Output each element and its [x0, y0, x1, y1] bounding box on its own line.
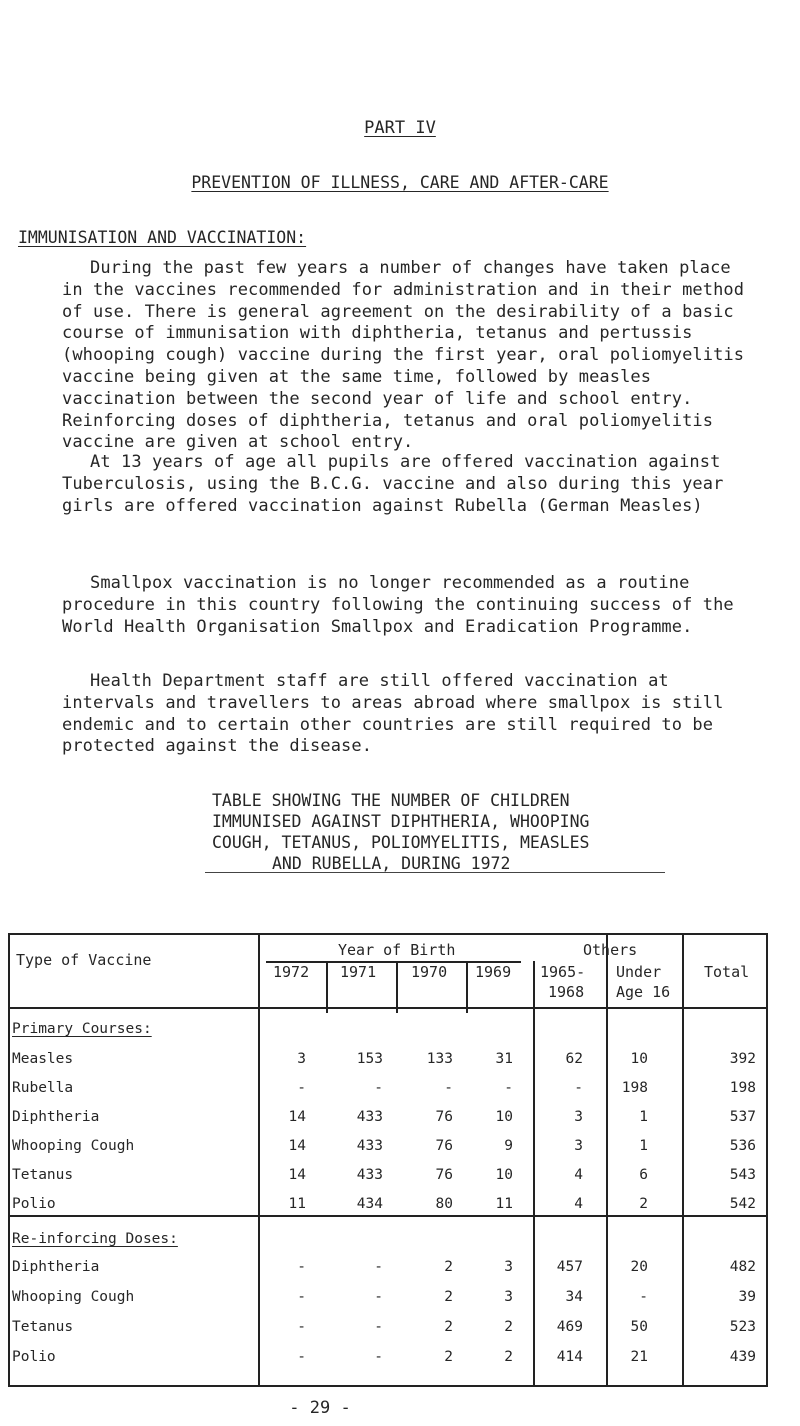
paragraph-3: Smallpox vaccination is no longer recommended as a routine procedure in this country following the continuing success of the World Health Organisation Smallpox and Eradication Programme.	[62, 573, 734, 637]
page-title: PREVENTION OF ILLNESS, CARE AND AFTER-CARE	[191, 173, 609, 192]
row-label: Tetanus	[12, 1167, 74, 1183]
row-label: Polio	[12, 1196, 56, 1212]
table-cell-c1972: 14	[288, 1109, 306, 1125]
paragraph-4: Health Department staff are still offered vaccination at intervals and travellers to areas abroad where smallpox is still endemic and to certain other countries are still required to be protected against the disease.	[62, 671, 724, 757]
table-cell-under16: 6	[639, 1167, 648, 1183]
page-number: - 29 -	[289, 1398, 351, 1418]
row-label: Measles	[12, 1051, 74, 1067]
table-cell-c1965: 4	[574, 1167, 583, 1183]
table-cell-c1969: 31	[495, 1051, 513, 1067]
table-cell-c1969: 9	[504, 1138, 513, 1154]
table-cell-c1965: -	[574, 1080, 583, 1096]
table-border-bottom	[8, 1385, 768, 1387]
table-cell-c1972: -	[297, 1319, 306, 1335]
table-cell-c1972: 3	[297, 1051, 306, 1067]
table-cell-c1970: 2	[444, 1259, 453, 1275]
table-cell-c1972: 14	[288, 1167, 306, 1183]
col-sep	[682, 933, 684, 1386]
table-cell-c1969: 10	[495, 1109, 513, 1125]
table-border-right	[766, 933, 768, 1386]
table-cell-under16: 50	[630, 1319, 648, 1335]
table-cell-c1971: -	[374, 1259, 383, 1275]
table-cell-c1965: 414	[556, 1349, 583, 1365]
paragraph-2: At 13 years of age all pupils are offered vaccination against Tuberculosis, using the B.C.G. vaccine and also during this year girls are offered vaccination against Rubella (German Measles)	[62, 452, 724, 516]
table-cell-c1972: -	[297, 1349, 306, 1365]
table-cell-c1970: 76	[435, 1109, 453, 1125]
header-1972: 1972	[273, 963, 310, 981]
col-sep	[326, 961, 328, 1013]
caption-rule	[205, 872, 665, 873]
table-cell-total: 198	[729, 1080, 756, 1096]
table-cell-under16: 1	[639, 1109, 648, 1125]
table-cell-c1965: 3	[574, 1138, 583, 1154]
table-cell-under16: 1	[639, 1138, 648, 1154]
row-label: Whooping Cough	[12, 1289, 135, 1305]
table-cell-c1965: 4	[574, 1196, 583, 1212]
header-total: Total	[704, 963, 750, 981]
row-label: Tetanus	[12, 1319, 74, 1335]
table-cell-under16: 20	[630, 1259, 648, 1275]
table-caption-line: AND RUBELLA, DURING 1972	[272, 854, 511, 873]
table-cell-c1969: 2	[504, 1349, 513, 1365]
header-1969: 1969	[475, 963, 512, 981]
table-cell-total: 537	[729, 1109, 756, 1125]
table-cell-total: 543	[729, 1167, 756, 1183]
header-rule	[8, 1007, 768, 1009]
part-heading: PART IV	[364, 118, 436, 138]
header-1970: 1970	[411, 963, 448, 981]
table-cell-c1965: 3	[574, 1109, 583, 1125]
header-under-age-16: Age 16	[616, 983, 671, 1001]
table-cell-c1972: -	[297, 1080, 306, 1096]
section-heading: IMMUNISATION AND VACCINATION:	[18, 228, 307, 247]
table-cell-total: 536	[729, 1138, 756, 1154]
table-cell-c1969: 3	[504, 1259, 513, 1275]
primary-courses-label: Primary Courses:	[12, 1021, 152, 1037]
table-cell-c1970: 76	[435, 1167, 453, 1183]
table-cell-total: 542	[729, 1196, 756, 1212]
header-year-of-birth: Year of Birth	[338, 941, 456, 959]
table-cell-c1969: 2	[504, 1319, 513, 1335]
table-cell-c1970: 133	[426, 1051, 453, 1067]
table-cell-total: 482	[729, 1259, 756, 1275]
col-sep	[396, 961, 398, 1013]
table-cell-c1965: 62	[565, 1051, 583, 1067]
table-cell-c1970: 2	[444, 1349, 453, 1365]
header-type: Type of Vaccine	[16, 951, 152, 969]
table-cell-total: 392	[729, 1051, 756, 1067]
row-label: Rubella	[12, 1080, 74, 1096]
row-label: Diphtheria	[12, 1259, 100, 1275]
table-cell-under16: 21	[630, 1349, 648, 1365]
table-border-top	[8, 933, 768, 935]
reinforcing-doses-label: Re-inforcing Doses:	[12, 1231, 178, 1247]
table-cell-c1971: 433	[356, 1138, 383, 1154]
table-caption-line: TABLE SHOWING THE NUMBER OF CHILDREN	[212, 791, 570, 810]
table-cell-c1971: -	[374, 1349, 383, 1365]
table-cell-c1970: -	[444, 1080, 453, 1096]
table-caption-line: COUGH, TETANUS, POLIOMYELITIS, MEASLES	[212, 833, 590, 852]
table-cell-c1971: 433	[356, 1167, 383, 1183]
table-cell-c1972: -	[297, 1259, 306, 1275]
table-cell-c1969: 11	[495, 1196, 513, 1212]
immunisation-table	[8, 933, 768, 1386]
table-cell-under16: 198	[621, 1080, 648, 1096]
table-cell-under16: -	[639, 1289, 648, 1305]
table-cell-under16: 10	[630, 1051, 648, 1067]
table-cell-c1971: -	[374, 1289, 383, 1305]
table-cell-total: 523	[729, 1319, 756, 1335]
table-cell-c1970: 76	[435, 1138, 453, 1154]
table-cell-c1969: 10	[495, 1167, 513, 1183]
table-cell-total: 439	[729, 1349, 756, 1365]
table-cell-c1969: -	[504, 1080, 513, 1096]
row-label: Whooping Cough	[12, 1138, 135, 1154]
table-cell-c1965: 469	[556, 1319, 583, 1335]
table-cell-c1965: 457	[556, 1259, 583, 1275]
table-cell-c1971: -	[374, 1080, 383, 1096]
header-others: Others	[583, 941, 638, 959]
header-1971: 1971	[340, 963, 377, 981]
table-cell-c1970: 2	[444, 1319, 453, 1335]
table-cell-c1969: 3	[504, 1289, 513, 1305]
paragraph-1: During the past few years a number of changes have taken place in the vaccines recommended for administration and in their method of use. There is general agreement on the desirability of a basic course of immunisation with diphtheria, tetanus and pertussis (whooping cough) vaccine during the first year, oral poliomyelitis vaccine being given at the same time, followed by measles vaccination between the second year of life and school entry. Reinforcing doses of diphtheria, tetanus and oral poliomyelitis vaccine are given at school entry.	[62, 258, 745, 453]
table-cell-c1972: 14	[288, 1138, 306, 1154]
col-sep	[466, 961, 468, 1013]
header-1965-1968: 1968	[548, 983, 585, 1001]
table-cell-c1970: 80	[435, 1196, 453, 1212]
table-cell-c1970: 2	[444, 1289, 453, 1305]
table-cell-c1972: 11	[288, 1196, 306, 1212]
table-border-left	[8, 933, 10, 1386]
table-cell-c1971: 434	[356, 1196, 383, 1212]
table-cell-c1972: -	[297, 1289, 306, 1305]
table-cell-under16: 2	[639, 1196, 648, 1212]
header-1965-1968: 1965-	[540, 963, 586, 981]
row-label: Diphtheria	[12, 1109, 100, 1125]
table-cell-c1971: 433	[356, 1109, 383, 1125]
table-cell-c1971: -	[374, 1319, 383, 1335]
table-caption	[212, 790, 672, 874]
section-rule	[8, 1215, 768, 1217]
row-label: Polio	[12, 1349, 56, 1365]
table-cell-total: 39	[738, 1289, 756, 1305]
table-cell-c1965: 34	[565, 1289, 583, 1305]
table-caption-line: IMMUNISED AGAINST DIPHTHERIA, WHOOPING	[212, 812, 590, 831]
header-under-age-16: Under	[616, 963, 662, 981]
table-cell-c1971: 153	[356, 1051, 383, 1067]
